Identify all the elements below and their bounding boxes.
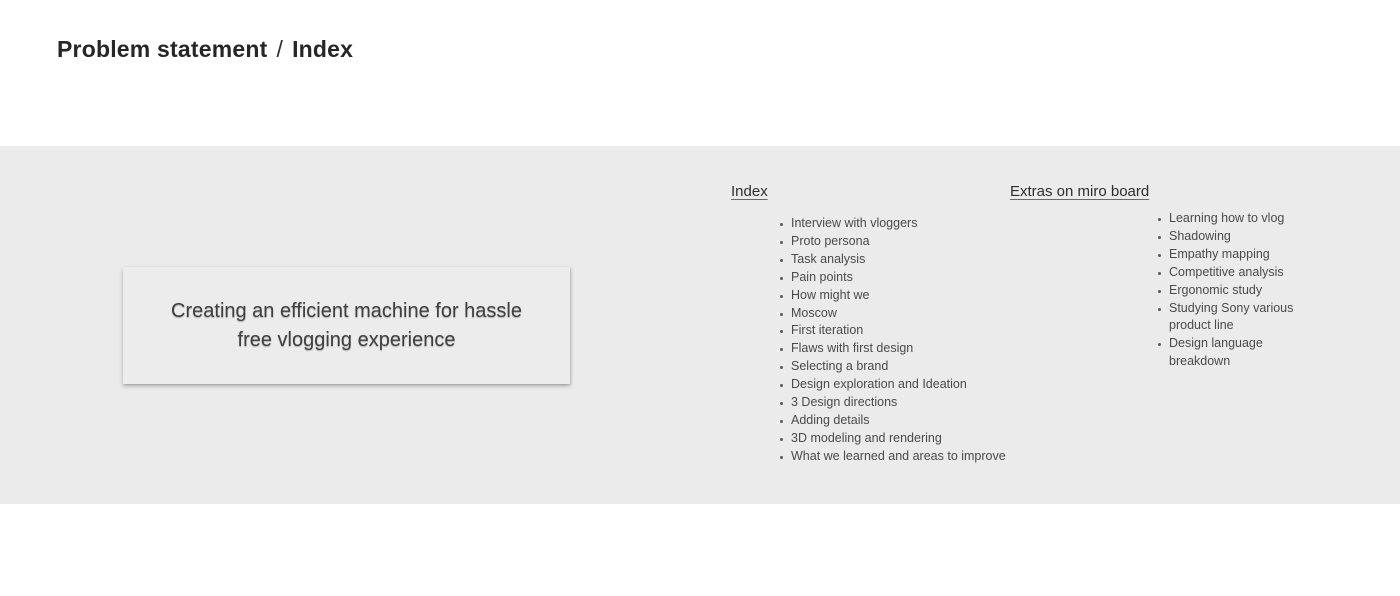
bullet-icon (1158, 236, 1161, 239)
index-list-item (780, 251, 1020, 269)
index-list-item (780, 358, 1020, 376)
index-item-label: Proto persona (791, 233, 870, 248)
extras-item-label: Studying Sony various product line (1169, 300, 1294, 333)
bullet-icon (780, 223, 783, 226)
index-list-item (780, 376, 1020, 394)
breadcrumb-separator: / (276, 36, 284, 62)
breadcrumb-page: Index (292, 36, 354, 62)
extras-list-item (1158, 282, 1326, 300)
bullet-icon (780, 241, 783, 244)
index-item-label: Task analysis (791, 251, 866, 266)
bullet-icon (780, 295, 783, 298)
extras-item-label: Shadowing (1169, 228, 1231, 243)
extras-list-item (1158, 246, 1326, 264)
bullet-icon (780, 348, 783, 351)
breadcrumb (57, 36, 353, 63)
bullet-icon (780, 456, 783, 459)
index-item-label: Flaws with first design (791, 341, 914, 356)
extras-item-label: Design language breakdown (1169, 336, 1263, 369)
bullet-icon (1158, 218, 1161, 221)
index-list-item (780, 215, 1020, 233)
bullet-icon (780, 259, 783, 262)
index-heading[interactable]: Index (731, 183, 768, 200)
bullet-icon (780, 384, 783, 387)
index-item-label: What we learned and areas to improve (791, 448, 1006, 463)
extras-heading[interactable]: Extras on miro board (1010, 183, 1150, 200)
index-list-item (780, 305, 1020, 323)
index-item-label: 3 Design directions (791, 395, 898, 410)
bullet-icon (1158, 343, 1161, 346)
problem-statement-text: Creating an efficient machine for hassle free vlogging experience (171, 300, 522, 351)
index-list-item (780, 430, 1020, 448)
bullet-icon (1158, 272, 1161, 275)
breadcrumb-section: Problem statement (57, 36, 268, 62)
extras-list (1158, 210, 1326, 371)
extras-list-item (1158, 210, 1326, 228)
index-item-label: Selecting a brand (791, 359, 889, 374)
extras-list-item (1158, 228, 1326, 246)
bullet-icon (780, 330, 783, 333)
extras-item-label: Empathy mapping (1169, 246, 1270, 261)
extras-item-label: Competitive analysis (1169, 264, 1284, 279)
index-list-item (780, 322, 1020, 340)
index-item-label: Moscow (791, 305, 837, 320)
bullet-icon (780, 366, 783, 369)
index-item-label: Adding details (791, 412, 870, 427)
problem-statement-card (123, 267, 570, 384)
index-list-item (780, 233, 1020, 251)
index-list (780, 215, 1020, 466)
index-list-item (780, 269, 1020, 287)
extras-list-item (1158, 335, 1326, 371)
index-item-label: Interview with vloggers (791, 216, 918, 230)
extras-item-label: Learning how to vlog (1169, 211, 1285, 225)
content-band (0, 146, 1400, 504)
index-item-label: First iteration (791, 323, 864, 338)
index-item-label: Pain points (791, 269, 853, 284)
extras-list-item (1158, 264, 1326, 282)
extras-item-label: Ergonomic study (1169, 282, 1263, 297)
index-item-label: How might we (791, 287, 870, 302)
index-item-label: Design exploration and Ideation (791, 377, 967, 392)
index-list-item (780, 448, 1020, 466)
index-list-item (780, 340, 1020, 358)
index-item-label: 3D modeling and rendering (791, 430, 942, 445)
bullet-icon (780, 402, 783, 405)
bullet-icon (1158, 290, 1161, 293)
index-list-item (780, 412, 1020, 430)
bullet-icon (1158, 308, 1161, 311)
bullet-icon (780, 277, 783, 280)
extras-list-item (1158, 300, 1326, 336)
index-list-item (780, 394, 1020, 412)
bullet-icon (780, 420, 783, 423)
index-list-item (780, 287, 1020, 305)
bullet-icon (780, 313, 783, 316)
bullet-icon (780, 438, 783, 441)
bullet-icon (1158, 254, 1161, 257)
